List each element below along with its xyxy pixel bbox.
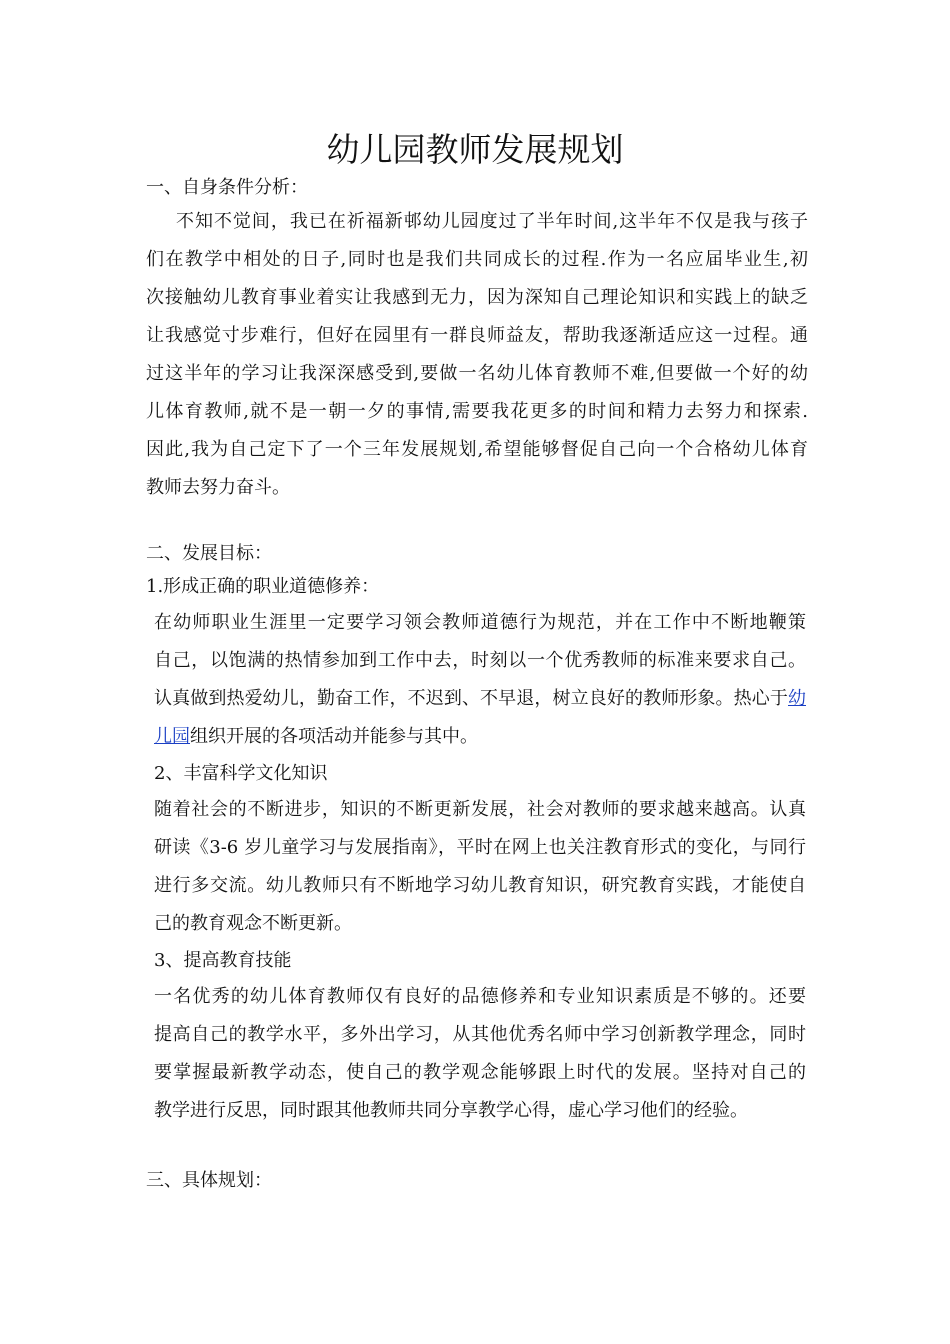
- goal-1-paragraph: [154, 604, 806, 756]
- goal-3-heading: 3、提高教育技能: [154, 950, 292, 971]
- paragraph-line: 儿体育教师,就不是一朝一夕的事情,需要我花更多的时间和精力去努力和探索.: [146, 401, 808, 422]
- section-3-heading: 三、具体规划：: [146, 1170, 272, 1191]
- section-1-paragraph: [146, 203, 808, 507]
- paragraph-line: 认真做到热爱幼儿，勤奋工作，不迟到、不早退，树立良好的教师形象。热心于: [154, 688, 788, 709]
- paragraph-line: 组织开展的各项活动并能参与其中。: [190, 726, 478, 747]
- paragraph-line: 们在教学中相处的日子,同时也是我们共同成长的过程.作为一名应届毕业生,初: [146, 249, 808, 270]
- paragraph-line: 过这半年的学习让我深深感受到,要做一名幼儿体育教师不难,但要做一个好的幼: [146, 363, 808, 384]
- paragraph-line: 要掌握最新教学动态，使自己的教学观念能够跟上时代的发展。坚持对自己的: [154, 1062, 806, 1083]
- paragraph-line: 次接触幼儿教育事业着实让我感到无力，因为深知自己理论知识和实践上的缺乏: [146, 287, 808, 308]
- goal-3-paragraph: [154, 978, 806, 1130]
- section-2-heading: 二、发展目标：: [146, 543, 272, 564]
- goal-1-heading: 1.形成正确的职业道德修养：: [146, 576, 380, 597]
- paragraph-line: 一名优秀的幼儿体育教师仅有良好的品德修养和专业知识素质是不够的。还要: [154, 986, 806, 1007]
- paragraph-line: 因此,我为自己定下了一个三年发展规划,希望能够督促自己向一个合格幼儿体育: [146, 439, 808, 460]
- paragraph-line: 教学进行反思，同时跟其他教师共同分享教学心得，虚心学习他们的经验。: [154, 1100, 748, 1121]
- paragraph-line: 让我感觉寸步难行，但好在园里有一群良师益友，帮助我逐渐适应这一过程。通: [146, 325, 808, 346]
- paragraph-line: 随着社会的不断进步，知识的不断更新发展，社会对教师的要求越来越高。认真: [154, 799, 806, 820]
- paragraph-line: 不知不觉间，我已在祈福新邨幼儿园度过了半年时间,这半年不仅是我与孩子: [176, 211, 808, 232]
- goal-2-paragraph: [154, 791, 806, 943]
- paragraph-line: 研读《3-6 岁儿童学习与发展指南》，平时在网上也关注教育形式的变化，与同行: [154, 837, 806, 858]
- section-1-heading: 一、自身条件分析：: [146, 177, 308, 198]
- paragraph-line-with-link-end: [154, 718, 806, 756]
- kindergarten-link[interactable]: 幼: [788, 688, 806, 709]
- page-title: 幼儿园教师发展规划: [326, 130, 624, 169]
- paragraph-line: 提高自己的教学水平，多外出学习，从其他优秀名师中学习创新教学理念，同时: [154, 1024, 806, 1045]
- paragraph-line: 教师去努力奋斗。: [146, 477, 290, 498]
- goal-2-heading: 2、丰富科学文化知识: [154, 763, 328, 784]
- paragraph-line: 进行多交流。幼儿教师只有不断地学习幼儿教育知识，研究教育实践，才能使自: [154, 875, 806, 896]
- kindergarten-link-continued[interactable]: 儿园: [154, 726, 190, 747]
- paragraph-line: 己的教育观念不断更新。: [154, 913, 352, 934]
- paragraph-line-with-link: [154, 680, 806, 718]
- paragraph-line: 在幼师职业生涯里一定要学习领会教师道德行为规范，并在工作中不断地鞭策: [154, 612, 806, 633]
- paragraph-line: 自己，以饱满的热情参加到工作中去，时刻以一个优秀教师的标准来要求自己。: [154, 650, 806, 671]
